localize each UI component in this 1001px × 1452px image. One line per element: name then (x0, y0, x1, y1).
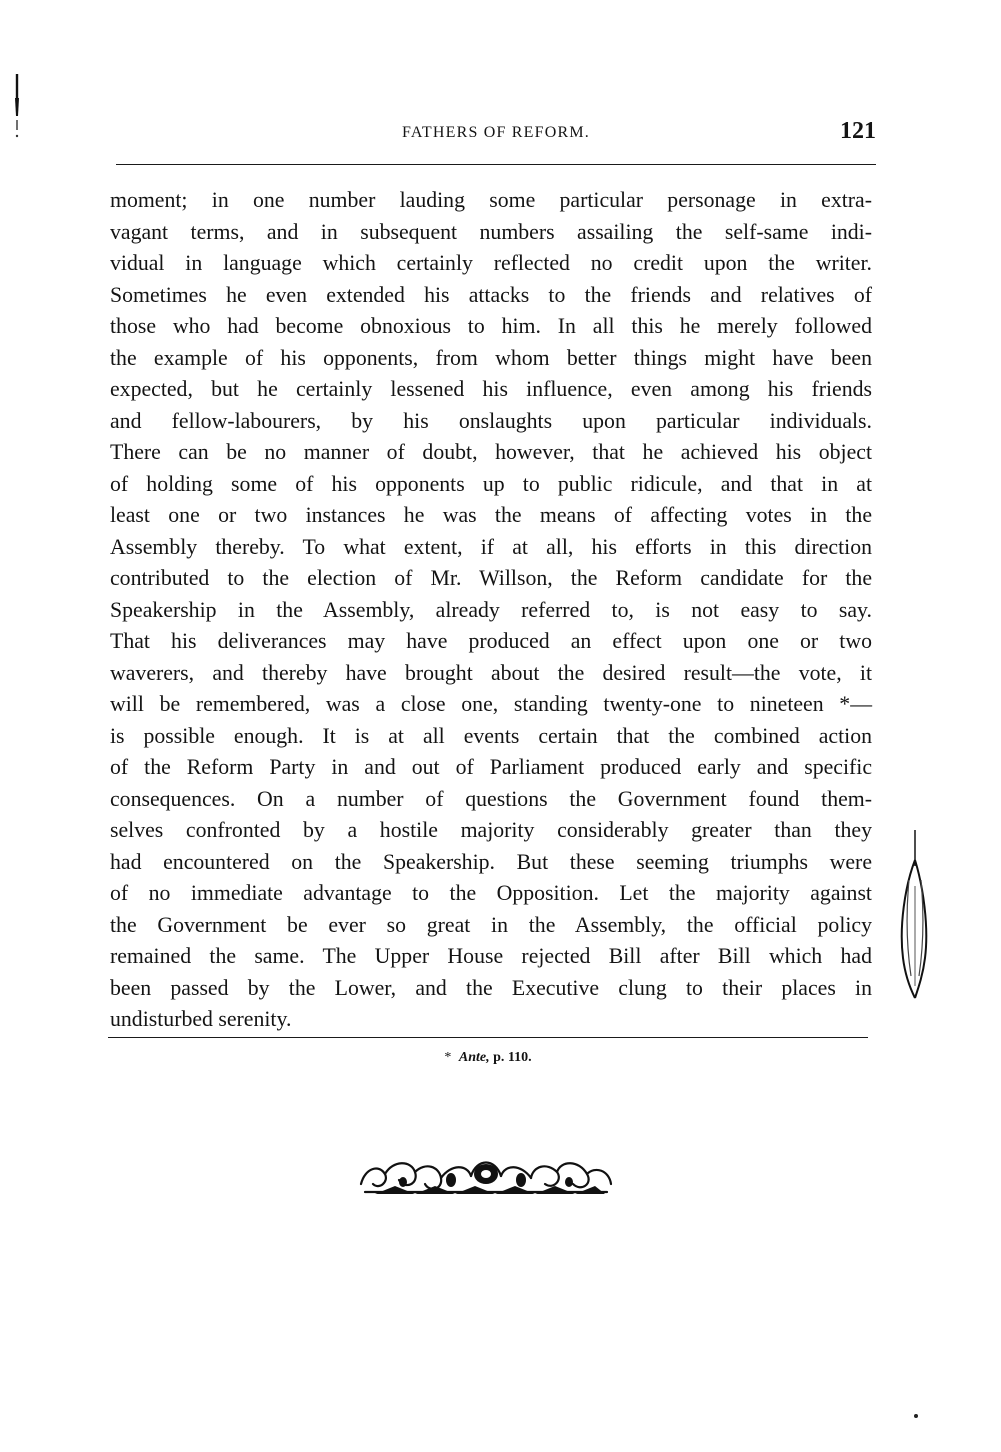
footnote-rule (108, 1037, 868, 1038)
paper-speck (914, 1414, 918, 1418)
text-line: Assembly thereby. To what extent, if at all, his efforts in this direction (110, 534, 872, 559)
text-line: contributed to the election of Mr. Willson, the Reform candidate for the (110, 566, 872, 590)
footnote-marker: * (444, 1050, 452, 1065)
text-line: Speakership in the Assembly, already referred to, is not easy to say. (110, 597, 872, 622)
pencil-bracket-mark-icon (893, 826, 937, 1004)
text-line: consequences. On a number of questions the Government found them- (110, 786, 872, 811)
text-line: remained the same. The Upper House rejected Bill after Bill which had (110, 944, 872, 968)
running-title: FATHERS OF REFORM. (401, 124, 590, 141)
text-line: selves confronted by a hostile majority considerably greater than they (110, 818, 872, 842)
text-line: the example of his opponents, from whom better things might have been (110, 345, 872, 370)
text-line: There can be no manner of doubt, however, that he achieved his object (110, 440, 872, 464)
text-line: of no immediate advantage to the Opposition. Let the majority against (110, 881, 872, 905)
text-line-last: undisturbed serenity. (110, 1007, 292, 1031)
pencil-mark-icon (10, 72, 24, 142)
text-line: had encountered on the Speakership. But these seeming triumphs were (110, 849, 872, 874)
footnote (108, 1050, 868, 1066)
text-line: will be remembered, was a close one, standing twenty-one to nineteen *— (110, 692, 872, 716)
running-head (116, 116, 876, 150)
text-line: is possible enough. It is at all events certain that the combined action (110, 723, 872, 748)
text-line: and fellow-labourers, by his onslaughts upon particular individuals. (110, 408, 872, 433)
text-line: of the Reform Party in and out of Parliament produced early and specific (110, 755, 872, 779)
text-line: those who had become obnoxious to him. In all this he merely followed (110, 314, 872, 338)
text-line: That his deliverances may have produced an effect upon one or two (110, 629, 872, 653)
text-line: vagant terms, and in subsequent numbers assailing the self-same indi- (110, 219, 872, 244)
page-number: 121 (840, 118, 876, 144)
footnote-ante: Ante, (458, 1050, 490, 1065)
body-text (110, 185, 872, 1036)
text-line: the Government be ever so great in the Assembly, the official policy (110, 912, 872, 937)
text-line: been passed by the Lower, and the Executive clung to their places in (110, 975, 872, 1000)
floral-tailpiece-ornament-icon (355, 1150, 617, 1200)
text-line: vidual in language which certainly reflected no credit upon the writer. (110, 251, 872, 275)
footnote-reference: p. 110. (493, 1050, 532, 1065)
text-line: least one or two instances he was the means of affecting votes in the (110, 503, 872, 527)
text-line: Sometimes he even extended his attacks to the friends and relatives of (110, 282, 872, 307)
text-line: moment; in one number lauding some particular personage in extra- (110, 188, 872, 212)
text-line: waverers, and thereby have brought about the desired result—the vote, it (110, 660, 872, 685)
header-rule (116, 164, 876, 165)
text-line: of holding some of his opponents up to public ridicule, and that in at (110, 471, 872, 496)
text-line: expected, but he certainly lessened his influence, even among his friends (110, 377, 872, 401)
